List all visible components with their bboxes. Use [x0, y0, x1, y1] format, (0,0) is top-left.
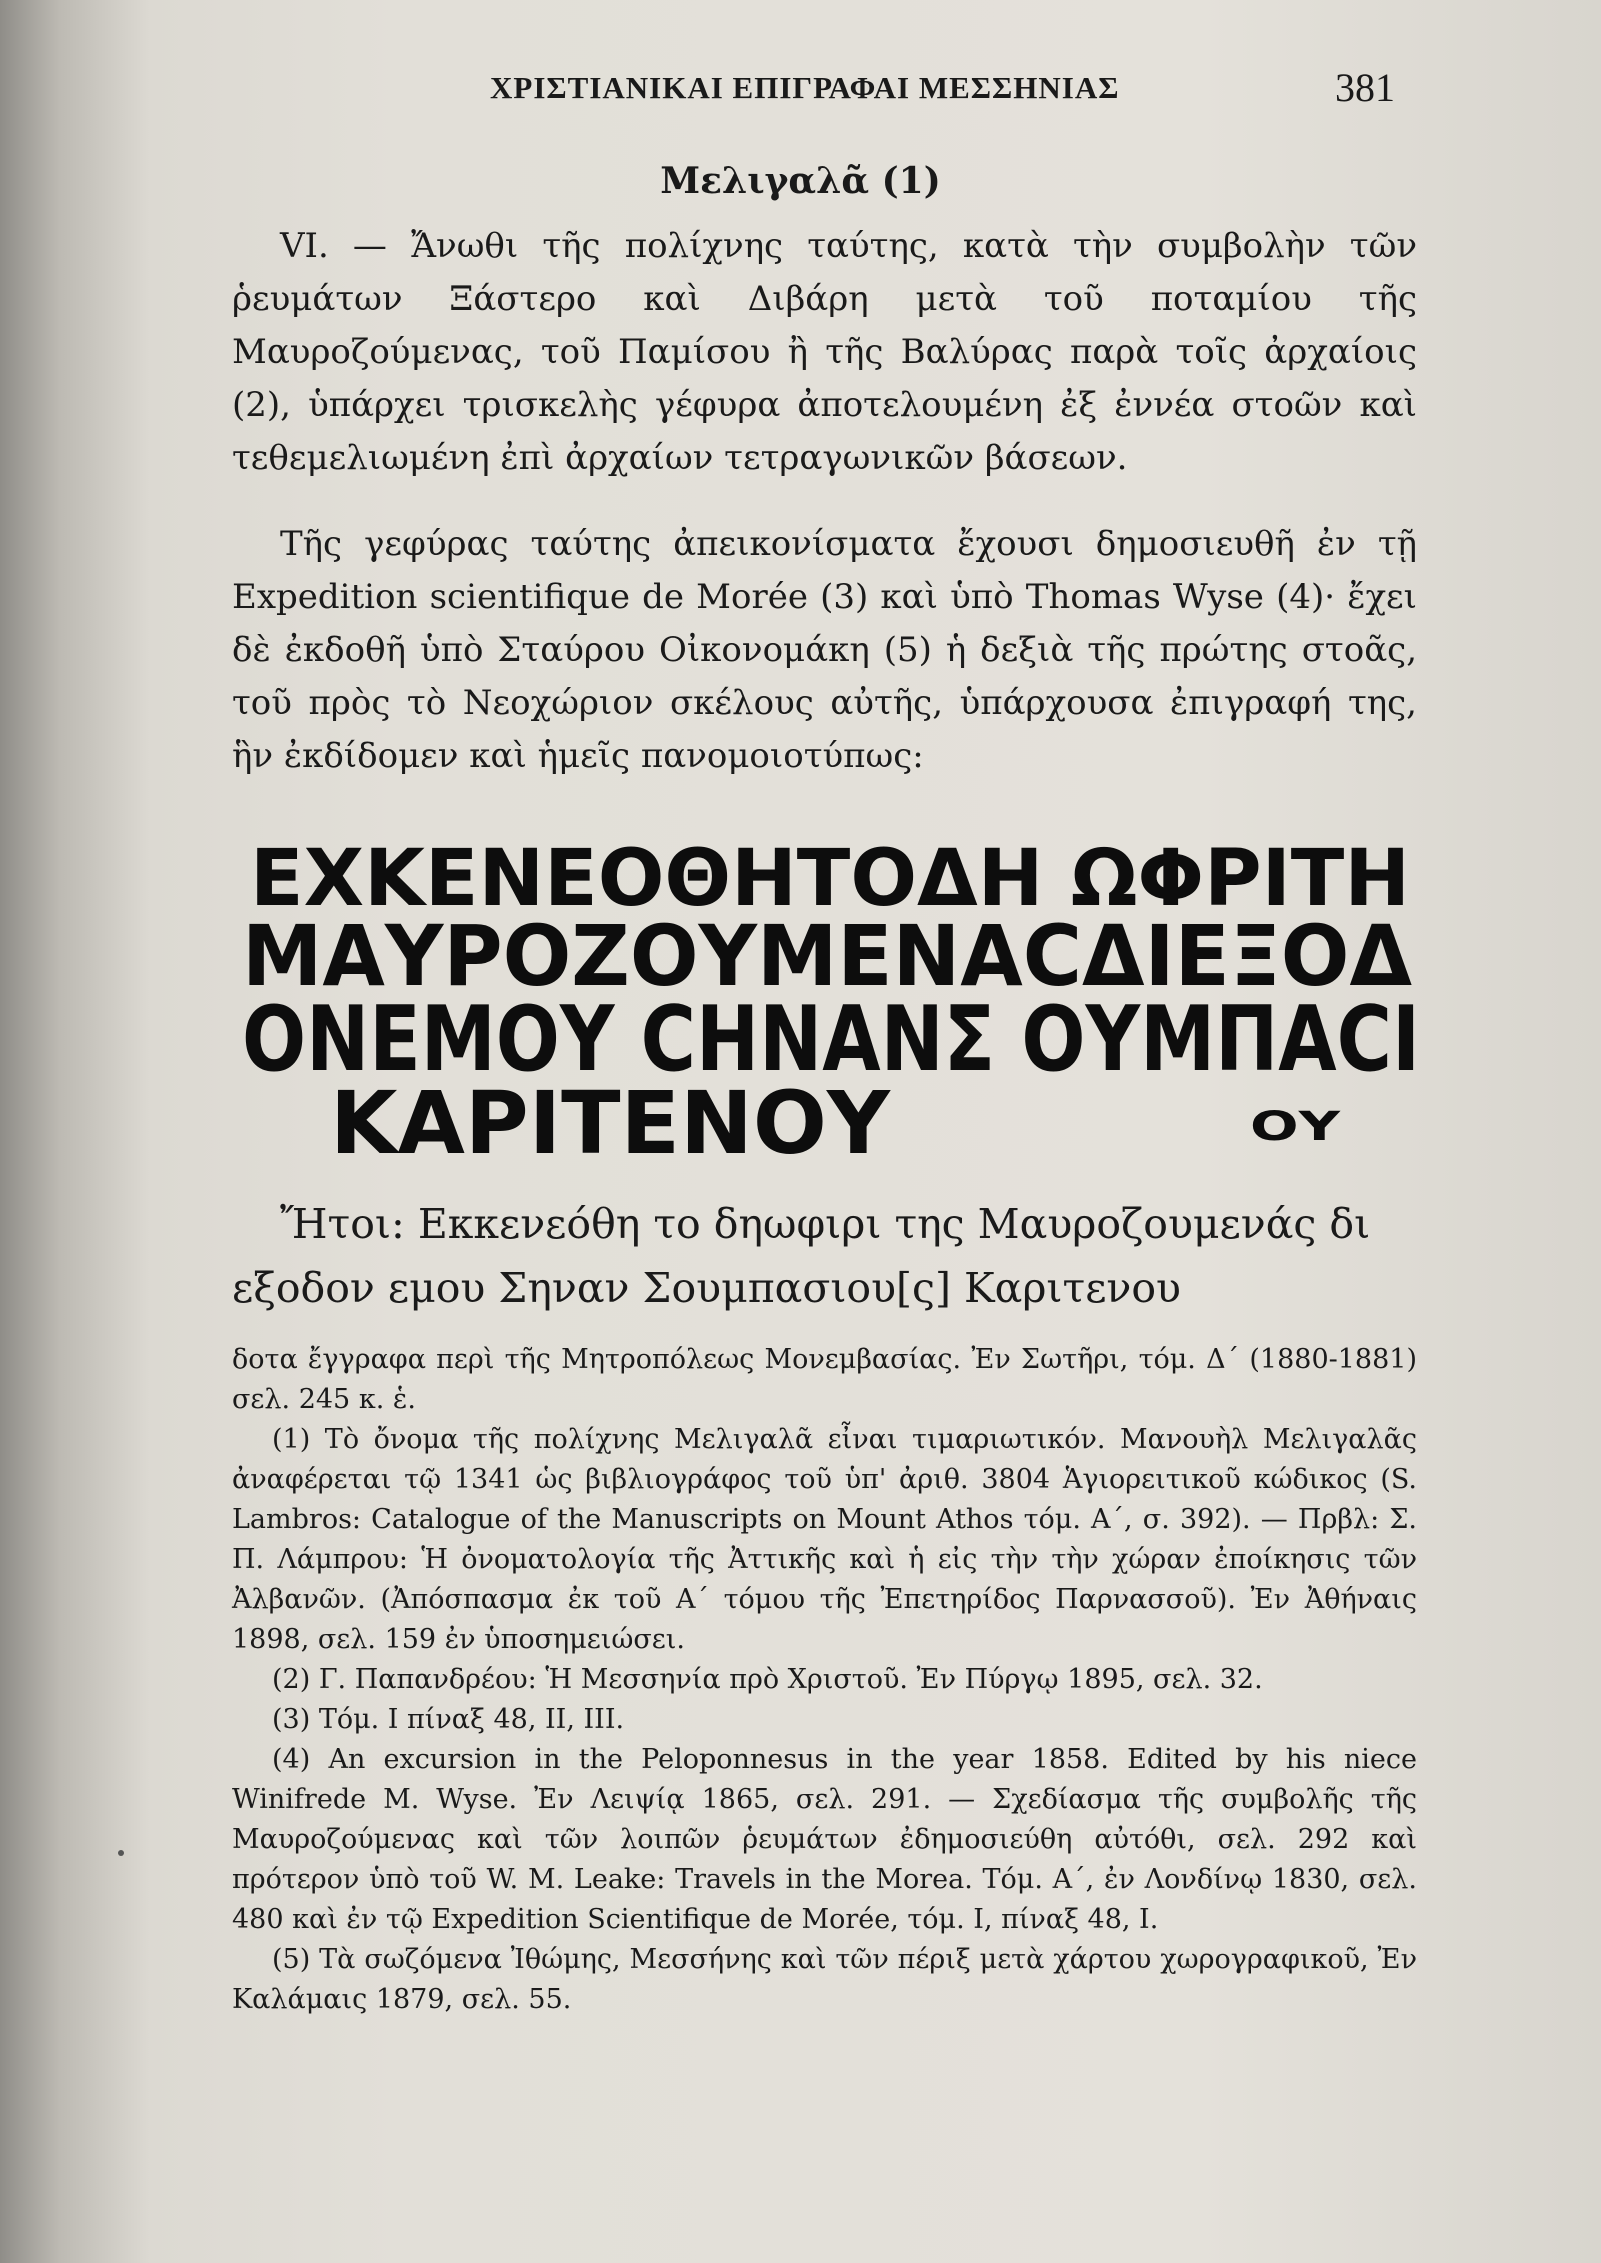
footnote-1: (1) Τὸ ὄνομα τῆς πολίχνης Μελιγαλᾶ εἶναι τιμαριωτικόν. Μανουὴλ Μελιγαλᾶς ἀναφέρεται τῷ 1341 ὡς βιβλιογράφος τοῦ ὑπ' ἀριθ. 3804 Ἁγιορειτικοῦ κώδικος (S. Lambros: Catalogue of the Manuscripts on Mount Athos τόμ. Α΄, σ. 392). — Πρβλ: Σ. Π. Λάμπρου: Ἡ ὀνοματολογία τῆς Ἀττικῆς καὶ ἡ εἰς τὴν τὴν χώραν ἐποίκησις τῶν Ἀλβανῶν. (Ἀπόσπασμα ἐκ τοῦ Α΄ τόμου τῆς Ἐπετηρίδος Παρνασσοῦ). Ἐν Ἀθήναις 1898, σελ. 159 ἐν ὑποσημειώσει.	[232, 1424, 1417, 1655]
page-mark	[118, 1850, 124, 1856]
inscription-drawing	[240, 834, 1420, 1174]
inscription-line-4: ΚΑΡΙΤΕΝΟΥ	[330, 1074, 892, 1174]
footnote-2: (2) Γ. Παπανδρέου: Ἡ Μεσσηνία πρὸ Χριστοῦ. Ἐν Πύργῳ 1895, σελ. 32.	[272, 1664, 1263, 1695]
transliteration-line-2: εξοδον εμου Σηναν Σουμπασιου[ς] Καριτενου	[232, 1264, 1181, 1312]
inscription-line-4b: ΟΥ	[1250, 1104, 1342, 1150]
running-header	[490, 62, 1500, 122]
section-title: Μελιγαλᾶ (1)	[660, 160, 941, 202]
inscription-line-2: ΜΑΥΡΟΖΟΥΜΕΝΑCΔΙΕΞΟΔ	[242, 907, 1412, 1005]
footnote-5: (5) Τὰ σωζόμενα Ἰθώμης, Μεσσήνης καὶ τῶν πέριξ μετὰ χάρτου χωρογραφικοῦ, Ἐν Καλάμαις 1879, σελ. 55.	[232, 1944, 1417, 2015]
transliteration-line-1: Ἤτοι: Εκκενεόθη το δηωφιρι της Μαυροζουμενάς δι	[280, 1200, 1371, 1248]
page-number: 381	[1335, 65, 1395, 110]
footnote-4: (4) An excursion in the Peloponnesus in the year 1858. Edited by his niece Winifrede M. Wyse. Ἐν Λειψίᾳ 1865, σελ. 291. — Σχεδίασμα τῆς συμβολῆς τῆς Μαυροζούμενας καὶ τῶν λοιπῶν ῥευμάτων ἐδημοσιεύθη αὐτόθι, σελ. 292 καὶ πρότερον ὑπὸ τοῦ W. M. Leake: Travels in the Morea. Τόμ. Α΄, ἐν Λονδίνῳ 1830, σελ. 480 καὶ ἐν τῷ Expedition Scientifique de Morée, τόμ. I, πίναξ 48, I.	[232, 1744, 1417, 1935]
paragraph-1	[232, 220, 1417, 485]
inscription-facsimile	[240, 834, 1420, 1174]
inscription-line-1: ΕΧΚΕΝΕΟΘΗΤΟΔΗ ΩΦΡΙΤΗ	[250, 834, 1410, 924]
footnotes	[232, 1340, 1417, 2020]
inscription-line-3: ΟΝΕΜΟΥ CΗΝΑΝΣ ΟΥΜΠΑCΙ	[242, 987, 1420, 1092]
transliteration	[232, 1192, 1417, 1320]
paragraph-text: Τῆς γεφύρας ταύτης ἀπεικονίσματα ἔχουσι δημοσιευθῆ ἐν τῇ Expedition scientifique de Morée (3) καὶ ὑπὸ Thomas Wyse (4)· ἔχει δὲ ἐκδοθῆ ὑπὸ Σταύρου Οἰκονομάκη (5) ἡ δεξιὰ τῆς πρώτης στοᾶς, τοῦ πρὸς τὸ Νεοχώριον σκέλους αὐτῆς, ὑπάρχουσα ἐπιγραφή της, ἣν ἐκδίδομεν καὶ ἡμεῖς πανομοιοτύπως:	[232, 524, 1417, 776]
paragraph-text: VI. — Ἄνωθι τῆς πολίχνης ταύτης, κατὰ τὴν συμβολὴν τῶν ῥευμάτων Ξάστερο καὶ Διβάρη μετὰ τοῦ ποταμίου τῆς Μαυροζούμενας, τοῦ Παμίσου ἢ τῆς Βαλύρας παρὰ τοῖς ἀρχαίοις (2), ὑπάρχει τρισκελὴς γέφυρα ἀποτελουμένη ἐξ ἐννέα στοῶν καὶ τεθεμελιωμένη ἐπὶ ἀρχαίων τετραγωνικῶν βάσεων.	[232, 226, 1417, 478]
footnote-continuation: δοτα ἔγγραφα περὶ τῆς Μητροπόλεως Μονεμβασίας. Ἐν Σωτῆρι, τόμ. Δ΄ (1880-1881) σελ. 245 κ. ἑ.	[232, 1344, 1417, 1415]
footnote-3: (3) Τόμ. Ι πίναξ 48, II, III.	[272, 1704, 625, 1735]
paragraph-2	[232, 518, 1417, 783]
header-title: ΧΡΙΣΤΙΑΝΙΚΑΙ ΕΠΙΓΡΑΦΑΙ ΜΕΣΣΗΝΙΑΣ	[490, 70, 1120, 105]
